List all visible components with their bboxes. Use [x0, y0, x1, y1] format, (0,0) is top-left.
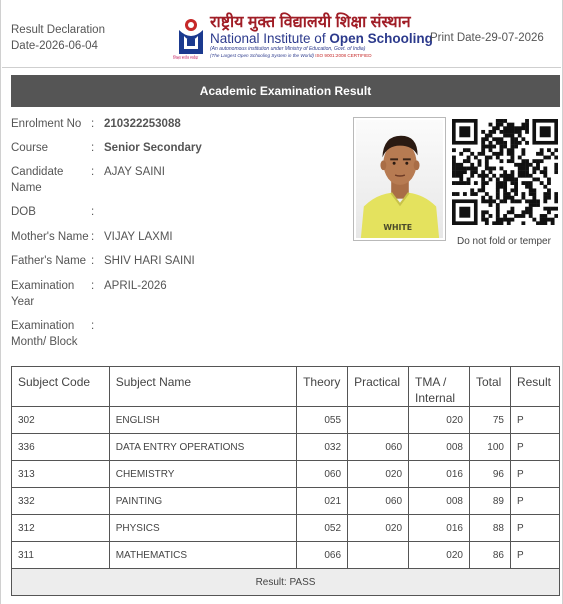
cell-practical: 020 — [348, 515, 409, 542]
colon: : — [91, 118, 95, 130]
cell-name: MATHEMATICS — [109, 542, 296, 569]
table-row — [12, 488, 560, 515]
institute-tagline-2 — [210, 53, 372, 59]
cell-result: P — [510, 407, 559, 434]
cell-theory: 055 — [297, 407, 348, 434]
institute-name-part1: National Institute of — [210, 31, 330, 46]
nios-emblem-icon — [176, 16, 206, 56]
table-row — [12, 542, 560, 569]
cell-tma: 008 — [409, 434, 470, 461]
header-result: Result — [510, 367, 559, 407]
detail-candidate — [11, 164, 341, 204]
cell-total: 75 — [469, 407, 510, 434]
table-row — [12, 434, 560, 461]
emblem-caption: शिक्षा सर्वत्र सर्वदा — [173, 55, 199, 60]
institute-hindi-name: राष्ट्रीय मुक्त विद्यालयी शिक्षा संस्थान — [210, 14, 411, 31]
cell-theory: 052 — [297, 515, 348, 542]
exam-year-label: Examination Year — [11, 280, 75, 308]
colon: : — [91, 280, 95, 292]
enrolment-label: Enrolment No — [11, 118, 82, 130]
cell-total: 86 — [469, 542, 510, 569]
mother-value: VIJAY LAXMI — [104, 231, 173, 243]
detail-enrolment — [11, 116, 341, 140]
cell-name: PHYSICS — [109, 515, 296, 542]
cell-practical: 020 — [348, 461, 409, 488]
cell-practical — [348, 542, 409, 569]
declaration-label: Result Declaration — [11, 24, 105, 36]
cell-name: PAINTING — [109, 488, 296, 515]
cell-name: ENGLISH — [109, 407, 296, 434]
table-row — [12, 461, 560, 488]
cell-result: P — [510, 515, 559, 542]
cell-tma: 020 — [409, 407, 470, 434]
cell-tma: 016 — [409, 461, 470, 488]
institute-english-name — [210, 31, 433, 46]
header-theory: Theory — [297, 367, 348, 407]
cell-tma: 008 — [409, 488, 470, 515]
detail-course — [11, 140, 341, 164]
detail-dob — [11, 204, 341, 229]
cell-code: 312 — [12, 515, 110, 542]
cell-name: CHEMISTRY — [109, 461, 296, 488]
shirt-text: WHITE — [383, 223, 413, 233]
header-practical: Practical — [348, 367, 409, 407]
detail-father — [11, 253, 341, 278]
cell-code: 311 — [12, 542, 110, 569]
nios-logo — [173, 14, 433, 62]
cell-result: P — [510, 542, 559, 569]
table-header-row — [12, 367, 560, 407]
colon: : — [91, 255, 95, 267]
cell-name: DATA ENTRY OPERATIONS — [109, 434, 296, 461]
colon: : — [91, 231, 95, 243]
cell-total: 89 — [469, 488, 510, 515]
candidate-label: Candidate Name — [11, 166, 64, 194]
tagline-largest: (The Largest Open Schooling System in the World) — [210, 53, 314, 58]
declaration-date: Date-2026-06-04 — [11, 40, 98, 52]
candidate-value: AJAY SAINI — [104, 166, 165, 178]
course-label: Course — [11, 142, 49, 154]
marks-table — [11, 366, 560, 596]
enrolment-value: 210322253088 — [104, 118, 181, 130]
cell-result: P — [510, 488, 559, 515]
colon: : — [91, 166, 95, 178]
header-tma: TMA / Internal — [409, 367, 470, 407]
exam-year-value: APRIL-2026 — [104, 280, 167, 292]
cell-practical — [348, 407, 409, 434]
cell-code: 332 — [12, 488, 110, 515]
cell-result: P — [510, 461, 559, 488]
iso-certification: ISO 9001:2008 CERTIFIED — [315, 53, 372, 58]
institute-name-part2: Open Schooling — [329, 31, 433, 46]
cell-total: 96 — [469, 461, 510, 488]
father-value: SHIV HARI SAINI — [104, 255, 195, 267]
cell-theory: 021 — [297, 488, 348, 515]
colon: : — [91, 320, 95, 332]
exam-month-label: Examination Month/ Block — [11, 320, 78, 348]
cell-theory: 060 — [297, 461, 348, 488]
colon: : — [91, 142, 95, 154]
overall-result-row — [12, 569, 560, 596]
detail-mother — [11, 229, 341, 253]
cell-practical: 060 — [348, 434, 409, 461]
cell-theory: 066 — [297, 542, 348, 569]
colon: : — [91, 206, 95, 218]
cell-total: 100 — [469, 434, 510, 461]
cell-code: 313 — [12, 461, 110, 488]
cell-tma: 020 — [409, 542, 470, 569]
cell-code: 336 — [12, 434, 110, 461]
table-row — [12, 515, 560, 542]
page-title: Academic Examination Result — [11, 75, 560, 107]
fold-note: Do not fold or temper — [457, 236, 551, 247]
mother-label: Mother's Name — [11, 231, 89, 243]
cell-total: 88 — [469, 515, 510, 542]
qr-code-icon — [452, 119, 558, 225]
cell-code: 302 — [12, 407, 110, 434]
cell-theory: 032 — [297, 434, 348, 461]
candidate-details — [11, 116, 341, 354]
cell-practical: 060 — [348, 488, 409, 515]
cell-tma: 016 — [409, 515, 470, 542]
course-value: Senior Secondary — [104, 142, 202, 154]
dob-label: DOB — [11, 206, 36, 218]
header-divider — [2, 67, 561, 68]
candidate-photo-icon — [356, 120, 443, 238]
candidate-photo — [353, 117, 446, 241]
header-subject-name: Subject Name — [109, 367, 296, 407]
cell-result: P — [510, 434, 559, 461]
table-row — [12, 407, 560, 434]
header-total: Total — [469, 367, 510, 407]
institute-tagline: (An autonomous institution under Ministry of Education, Govt. of India) — [210, 46, 366, 52]
father-label: Father's Name — [11, 255, 87, 267]
declaration-info — [11, 22, 105, 54]
overall-result: Result: PASS — [12, 569, 560, 596]
detail-exam-month — [11, 318, 341, 354]
detail-exam-year — [11, 278, 341, 318]
print-date: Print Date-29-07-2026 — [430, 32, 544, 44]
header-subject-code: Subject Code — [12, 367, 110, 407]
